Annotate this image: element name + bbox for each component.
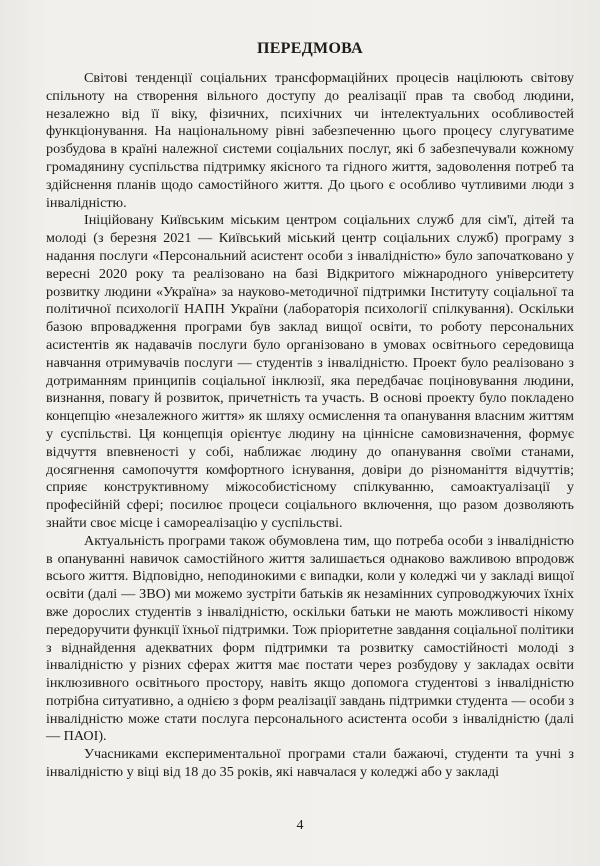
paragraph-1: Світові тенденції соціальних трансформаційних процесів націлюють світову спільноту на створення вільного доступу до реалізації прав та свобод людини, незалежно від її віку, фізичних, психічних чи інтелектуальних особливостей функціонування. На національному рівні забезпеченню цього процесу слугуватиме розбудова в країні належної системи соціальних послуг, які б забезпечували кожному громадянину суспільства підтримку якісного та гідного життя, задоволення потреб та здійснення планів щодо самостійного життя. До цього є особливо чутливими люди з інвалідністю. xyxy=(46,70,574,211)
paragraph-2: Ініційовану Київським міським центром соціальних служб для сім'ї, дітей та молоді (з березня 2021 — Київський міський центр соціальних служб) програму з надання послуги «Персональний асистент особи з інвалідністю» було започатковано у вересні 2020 року та реалізовано на базі Відкритого міжнародного університету розвитку людини «Україна» за науково-методичної підтримки Інституту соціальної та політичної психології НАПН України (лабораторія психології спілкування). Оскільки базою впровадження програми був заклад вищої освіти, то роботу персональних асистентів як надавачів послуги було організовано в умовах освітнього середовища навчання отримувачів послуги — студентів з інвалідністю. Проект було реалізовано з дотриманням принципів соціальної інклюзії, яка передбачає поціновування людини, визнання, повагу й розвиток, причетність та участь. В основі проекту було покладено концепцію «незалежного життя» як шляху осмислення та опанування власним життям у суспільстві. Ця концепція орієнтує людину на ціннісне самовизначення, формує відчуття впевненості у собі, наближає людину до опанування своїми станами, досягнення самопочуття комфортного існування, довіри до різноманіття відчуттів; сприяє конструктивному міжособистісному спілкуванню, самоактуалізації у професійній сфері; посилює процеси соціального включення, що разом дозволяють знайти своє місце і самореалізацію у суспільстві. xyxy=(46,212,574,531)
page-number: 4 xyxy=(296,818,304,833)
paragraph-3: Актуальність програми також обумовлена тим, що потреба особи з інвалідністю в опануванні навичок самостійного життя залишається однаково важливою впродовж всього життя. Відповідно, неподинокими є випадки, коли у коледжі чи у закладі вищої освіти (далі — ЗВО) ми можемо зустріти батьків як незамінних супроводжуючих їхніх вже дорослих студентів з інвалідністю, оскільки батьки не мають можливості нікому передоручити функції їхньої підтримки. Тож пріоритетне завдання соціальної політики з віднайдення адекватних форм підтримки та розвитку самостійності молоді з інвалідністю у різних сферах життя має постати через розбудову у закладах освіти інклюзивного освітнього простору, навіть якщо допомога студентові з інвалідністю потрібна ситуативно, а однією з форм реалізації завдань підтримки студента — особи з інвалідністю може стати послуга персонального асистента особи з інвалідністю (далі — ПАОІ). xyxy=(46,532,574,745)
paragraph-4: Учасниками експериментальної програми стали бажаючі, студенти та учні з інвалідністю у віці від 18 до 35 років, які навчалася у коледжі або у закладі xyxy=(46,746,574,781)
page-title: ПЕРЕДМОВА xyxy=(256,40,364,57)
